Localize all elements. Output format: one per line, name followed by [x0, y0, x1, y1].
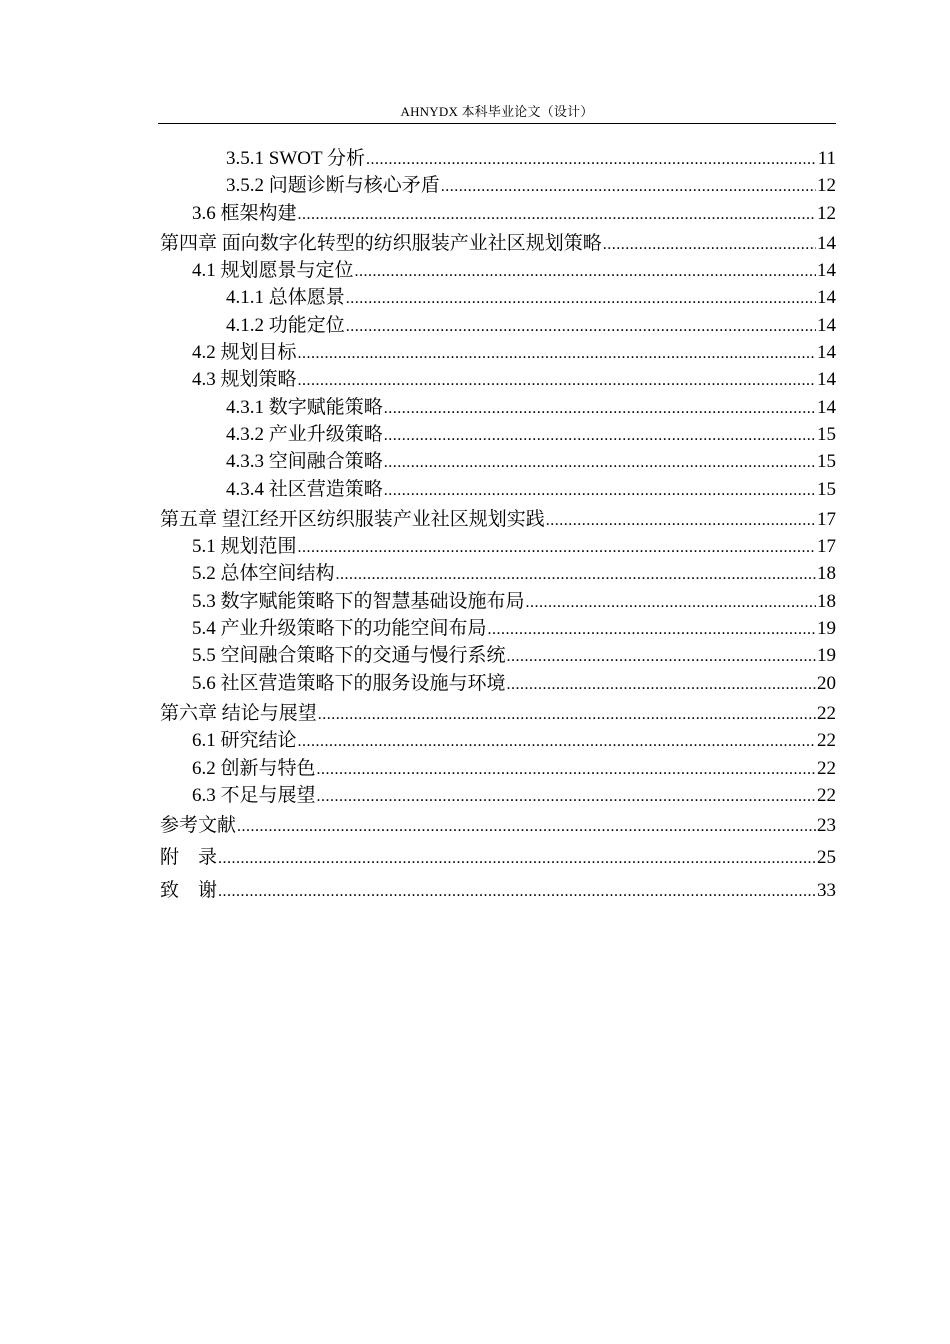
toc-dot-leader — [355, 258, 816, 285]
toc-entry-page: 22 — [817, 702, 836, 724]
toc-entry-label: 4.1.1 总体愿景 — [226, 287, 345, 309]
toc-entry-label: 6.3 不足与展望 — [192, 784, 316, 806]
toc-entry-page: 17 — [817, 508, 836, 530]
toc-dot-leader — [218, 845, 816, 872]
toc-entry[interactable] — [158, 394, 836, 421]
toc-dot-leader — [298, 728, 816, 755]
toc-dot-leader — [384, 395, 816, 422]
toc-entry-label: 4.2 规划目标 — [192, 342, 297, 364]
toc-entry-page: 15 — [817, 478, 836, 500]
toc-entry-label: 6.1 研究结论 — [192, 730, 297, 752]
toc-dot-leader — [218, 878, 816, 905]
toc-entry-label: 第六章 结论与展望 — [160, 702, 317, 724]
toc-entry-label: 6.2 创新与特色 — [192, 757, 316, 779]
header-rule — [158, 123, 836, 124]
toc-chapter-entry[interactable] — [158, 506, 836, 533]
toc-entry-label: 致 谢 — [160, 879, 218, 901]
toc-entry-label: 5.4 产业升级策略下的功能空间布局 — [192, 618, 487, 640]
toc-entry-page: 22 — [817, 730, 836, 752]
toc-dot-leader — [366, 146, 817, 173]
toc-entry[interactable] — [158, 755, 836, 782]
toc-entry[interactable] — [158, 588, 836, 615]
toc-entry[interactable] — [158, 615, 836, 642]
toc-dot-leader — [441, 173, 816, 200]
toc-entry[interactable] — [158, 257, 836, 284]
toc-entry-label: 附 录 — [160, 847, 218, 869]
toc-chapter-entry[interactable] — [158, 700, 836, 727]
toc-entry-label: 5.3 数字赋能策略下的智慧基础设施布局 — [192, 590, 525, 612]
toc-dot-leader — [346, 285, 816, 312]
toc-entry-label: 3.6 框架构建 — [192, 202, 297, 224]
toc-entry-label: 5.6 社区营造策略下的服务设施与环境 — [192, 672, 506, 694]
toc-dot-leader — [507, 643, 816, 670]
toc-entry[interactable] — [158, 172, 836, 199]
toc-dot-leader — [336, 561, 816, 588]
toc-entry-page: 15 — [817, 423, 836, 445]
toc-entry[interactable] — [158, 284, 836, 311]
toc-entry-label: 4.1.2 功能定位 — [226, 314, 345, 336]
toc-entry[interactable] — [158, 200, 836, 227]
toc-entry-page: 22 — [817, 784, 836, 806]
toc-entry[interactable] — [158, 366, 836, 393]
toc-entry[interactable] — [158, 421, 836, 448]
toc-dot-leader — [384, 422, 816, 449]
toc-dot-leader — [488, 616, 816, 643]
toc-entry-label: 4.1 规划愿景与定位 — [192, 260, 354, 282]
toc-dot-leader — [507, 671, 816, 698]
toc-entry[interactable] — [158, 782, 836, 809]
page-header: AHNYDX 本科毕业论文（设计） — [400, 104, 594, 119]
toc-entry-page: 14 — [817, 232, 836, 254]
toc-entry[interactable] — [158, 339, 836, 366]
toc-dot-leader — [384, 449, 816, 476]
toc-entry-page: 20 — [817, 672, 836, 694]
toc-chapter-entry[interactable] — [158, 230, 836, 257]
toc-entry-label: 5.5 空间融合策略下的交通与慢行系统 — [192, 645, 506, 667]
toc-dot-leader — [237, 813, 816, 840]
toc-dot-leader — [384, 477, 816, 504]
toc-entry[interactable] — [158, 145, 836, 172]
toc-entry-page: 12 — [817, 175, 836, 197]
toc-entry-label: 3.5.2 问题诊断与核心矛盾 — [226, 175, 440, 197]
toc-entry-label: 4.3.1 数字赋能策略 — [226, 396, 383, 418]
toc-entry[interactable] — [158, 448, 836, 475]
toc-dot-leader — [603, 231, 816, 258]
toc-entry-page: 12 — [817, 202, 836, 224]
toc-entry-label: 3.5.1 SWOT 分析 — [226, 148, 365, 169]
toc-entry-page: 14 — [817, 342, 836, 364]
toc-entry[interactable] — [158, 533, 836, 560]
toc-entry-label: 第四章 面向数字化转型的纺织服装产业社区规划策略 — [160, 232, 602, 254]
toc-entry[interactable] — [158, 560, 836, 587]
toc-entry[interactable] — [158, 476, 836, 503]
toc-entry-page: 18 — [817, 563, 836, 585]
toc-entry-page: 19 — [817, 618, 836, 640]
toc-entry-page: 11 — [817, 148, 836, 169]
toc-entry-page: 17 — [817, 536, 836, 558]
toc-entry-label: 4.3.4 社区营造策略 — [226, 478, 383, 500]
toc-entry-page: 14 — [817, 369, 836, 391]
toc-entry[interactable] — [158, 312, 836, 339]
toc-dot-leader — [318, 701, 816, 728]
toc-dot-leader — [317, 783, 816, 810]
toc-entry-label: 5.2 总体空间结构 — [192, 563, 335, 585]
toc-dot-leader — [346, 313, 816, 340]
toc-dot-leader — [298, 201, 816, 228]
toc-chapter-entry[interactable] — [158, 877, 836, 904]
toc-entry-page: 14 — [817, 260, 836, 282]
toc-entry-page: 25 — [817, 847, 836, 869]
toc-dot-leader — [298, 367, 816, 394]
toc-entry-page: 14 — [817, 287, 836, 309]
toc-entry-page: 15 — [817, 451, 836, 473]
toc-dot-leader — [298, 534, 816, 561]
toc-dot-leader — [317, 756, 816, 783]
toc-entry-label: 4.3 规划策略 — [192, 369, 297, 391]
table-of-contents — [158, 145, 836, 904]
toc-entry-page: 19 — [817, 645, 836, 667]
toc-entry-page: 22 — [817, 757, 836, 779]
toc-chapter-entry[interactable] — [158, 812, 836, 839]
toc-entry-label: 4.3.3 空间融合策略 — [226, 451, 383, 473]
toc-entry-label: 4.3.2 产业升级策略 — [226, 423, 383, 445]
toc-entry[interactable] — [158, 642, 836, 669]
toc-entry-page: 18 — [817, 590, 836, 612]
toc-dot-leader — [526, 589, 816, 616]
toc-chapter-entry[interactable] — [158, 844, 836, 871]
toc-dot-leader — [546, 507, 816, 534]
toc-entry-label: 参考文献 — [160, 815, 237, 837]
toc-entry-page: 23 — [817, 815, 836, 837]
toc-entry-label: 第五章 望江经开区纺织服装产业社区规划实践 — [160, 508, 545, 530]
toc-entry[interactable] — [158, 727, 836, 754]
toc-entry-page: 14 — [817, 396, 836, 418]
toc-entry-page: 33 — [817, 879, 836, 901]
toc-entry-page: 14 — [817, 314, 836, 336]
toc-entry-label: 5.1 规划范围 — [192, 536, 297, 558]
toc-dot-leader — [298, 340, 816, 367]
toc-entry[interactable] — [158, 670, 836, 697]
